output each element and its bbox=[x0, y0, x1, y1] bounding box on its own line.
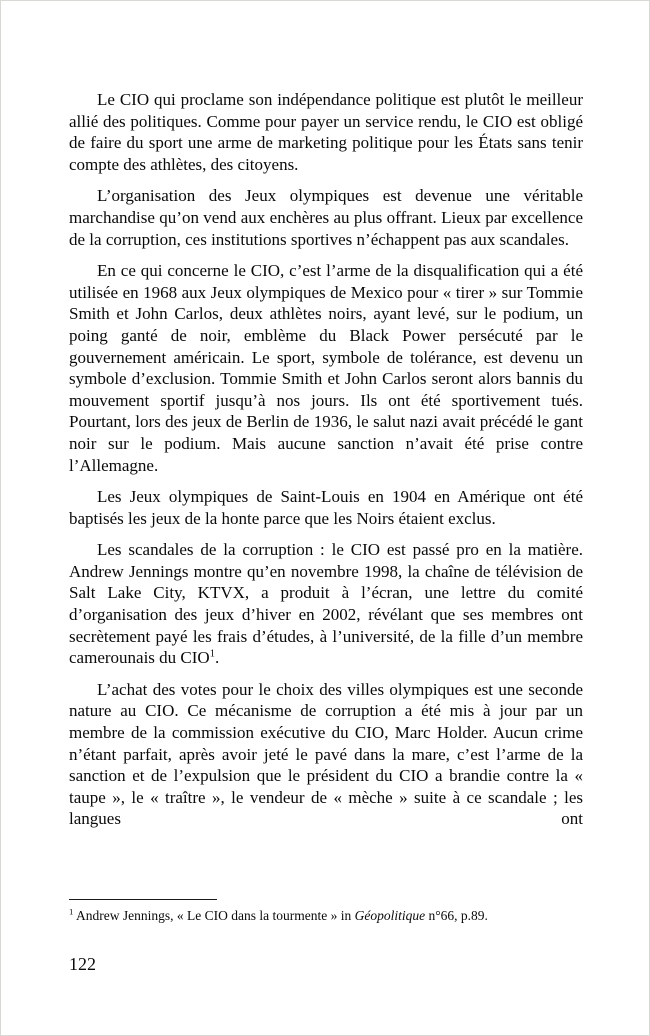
footnote-journal-title: Géopolitique bbox=[354, 908, 426, 923]
footnote-text-start: Andrew Jennings, « Le CIO dans la tourmente » in bbox=[73, 908, 355, 923]
footnote-separator-rule bbox=[69, 899, 217, 900]
footnote-reference: 1 bbox=[209, 648, 215, 660]
footnote bbox=[69, 907, 583, 924]
paragraph-1: Le CIO qui proclame son indépendance politique est plutôt le meilleur allié des politiques. Comme pour payer un service rendu, le CIO est obligé de faire du sport une arme de marketing politique pour les États sans tenir compte des athlètes, des citoyens. bbox=[69, 90, 583, 174]
paragraph-5-end: . bbox=[214, 648, 220, 668]
paragraph-5-text: Les scandales de la corruption : le CIO est passé pro en la matière. Andrew Jennings montre qu’en novembre 1998, la chaîne de télévision de Salt Lake City, KTVX, a produit à l’écran, une lettre du comité d’organisation des jeux d’hiver en 2002, révélant que ses membres ont secrètement payé les frais d’études, à l’université, de la fille d’un membre camerounais du CIO bbox=[69, 540, 583, 668]
paragraph-6: L’achat des votes pour le choix des villes olympiques est une seconde nature au CIO. Ce mécanisme de corruption a été mis à jour par un membre de la commission exécutive du CIO, Marc Holder. Aucun crime n’étant parfait, après avoir jeté le pavé dans la mare, c’est l’arme de la sanction et de l’expulsion que le président du CIO a brandie contre la « taupe », le « traître », le vendeur de « mèche » suite à ce scandale ; les langues ont bbox=[69, 679, 583, 829]
page-body bbox=[69, 89, 583, 840]
page-number: 122 bbox=[69, 954, 96, 974]
footnote-section bbox=[69, 899, 583, 924]
paragraph-5 bbox=[69, 539, 583, 669]
paragraph-3: En ce qui concerne le CIO, c’est l’arme de la disqualification qui a été utilisée en 1968 aux Jeux olympiques de Mexico pour « tirer » sur Tommie Smith et John Carlos, deux athlètes noirs, ayant levé, sur le podium, un poing ganté de noir, emblème du Black Power persécuté par le gouvernement américain. Le sport, symbole de tolérance, est devenu un symbole d’exclusion. Tommie Smith et John Carlos seront alors bannis du mouvement sportif jusqu’à nos jours. Ils ont été sportivement tués. Pourtant, lors des jeux de Berlin de 1936, le salut nazi avait précédé le gant noir sur le podium. Mais aucune sanction n’avait été prise contre l’Allemagne. bbox=[69, 261, 583, 475]
paragraph-2: L’organisation des Jeux olympiques est devenue une véritable marchandise qu’on vend aux enchères au plus offrant. Lieux par excellence de la corruption, ces institutions sportives n’échappent pas aux scandales. bbox=[69, 186, 583, 249]
footnote-marker: 1 bbox=[69, 906, 74, 917]
footnote-text-end: n°66, p.89. bbox=[425, 908, 488, 923]
paragraph-4: Les Jeux olympiques de Saint-Louis en 1904 en Amérique ont été baptisés les jeux de la honte parce que les Noirs étaient exclus. bbox=[69, 487, 583, 528]
